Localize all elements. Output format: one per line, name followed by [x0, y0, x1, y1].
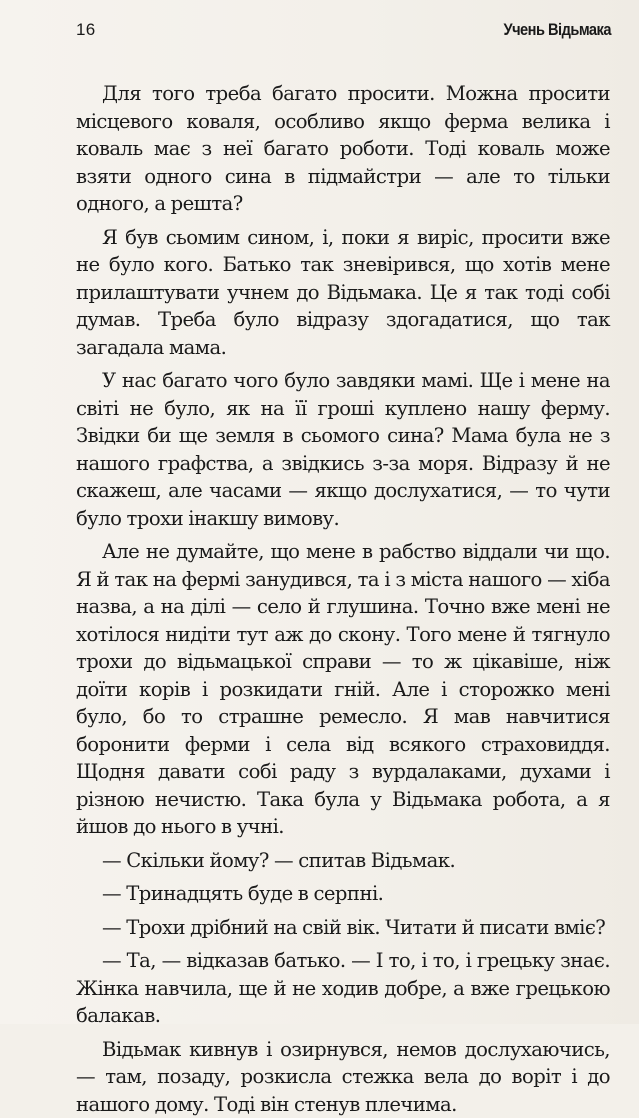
paragraph: Для того треба багато просити. Можна просити місцевого коваля, особливо якщо ферма велика і коваль має з неї багато роботи. Тоді коваль може взяти одного сина в підмайстри — але то тільки одного, а решта?	[76, 80, 610, 218]
dialogue-line: — Та, — відказав батько. — І то, і то, і грецьку знає. Жінка навчила, ще й не ходив добре, а вже грецькою балакав.	[76, 947, 610, 1030]
dialogue-line: — Скільки йому? — спитав Відьмак.	[76, 847, 610, 875]
paragraph: У нас багато чого було завдяки мамі. Ще і мене на світі не було, як на її гроші куплено нашу ферму. Звідки би ще земля в сьомого сина? Мама була не з нашого графства, а звідкись з-за моря. Відразу й не скажеш, але часами — якщо дослухатися, — то чути було трохи інакшу вимову.	[76, 367, 610, 532]
dialogue-line: — Тринадцять буде в серпні.	[76, 880, 610, 908]
running-head	[76, 20, 611, 44]
paragraph: Відьмак кивнув і озирнувся, немов дослухаючись, — там, позаду, розкисла стежка вела до воріт і до нашого дому. Тоді він стенув плечима.	[76, 1036, 610, 1118]
dialogue-line: — Трохи дрібний на свій вік. Читати й писати вміє?	[76, 914, 610, 942]
page-number: 16	[76, 20, 96, 40]
book-title: Учень Відьмака	[504, 20, 611, 40]
body-text	[76, 80, 610, 1118]
paragraph: Але не думайте, що мене в рабство віддали чи що. Я й так на фермі занудився, та і з міста нашого — хіба назва, а на ділі — село й глушина. Точно вже мені не хотілося нидіти тут аж до скону. Того мене й тягнуло трохи до відьмацької справи — то ж цікавіше, ніж доїти корів і розкидати гній. Але і сторожко мені було, бо то страшне ремесло. Я мав навчитися боронити ферми і села від всякого страховиддя. Щодня давати собі раду з вурдалаками, духами і різною нечистю. Така була у Відьмака робота, а я йшов до нього в учні.	[76, 538, 610, 841]
paragraph: Я був сьомим сином, і, поки я виріс, просити вже не було кого. Батько так зневірився, що хотів мене прилаштувати учнем до Відьмака. Це я так тоді собі думав. Треба було відразу здогадатися, що так загадала мама.	[76, 224, 610, 362]
